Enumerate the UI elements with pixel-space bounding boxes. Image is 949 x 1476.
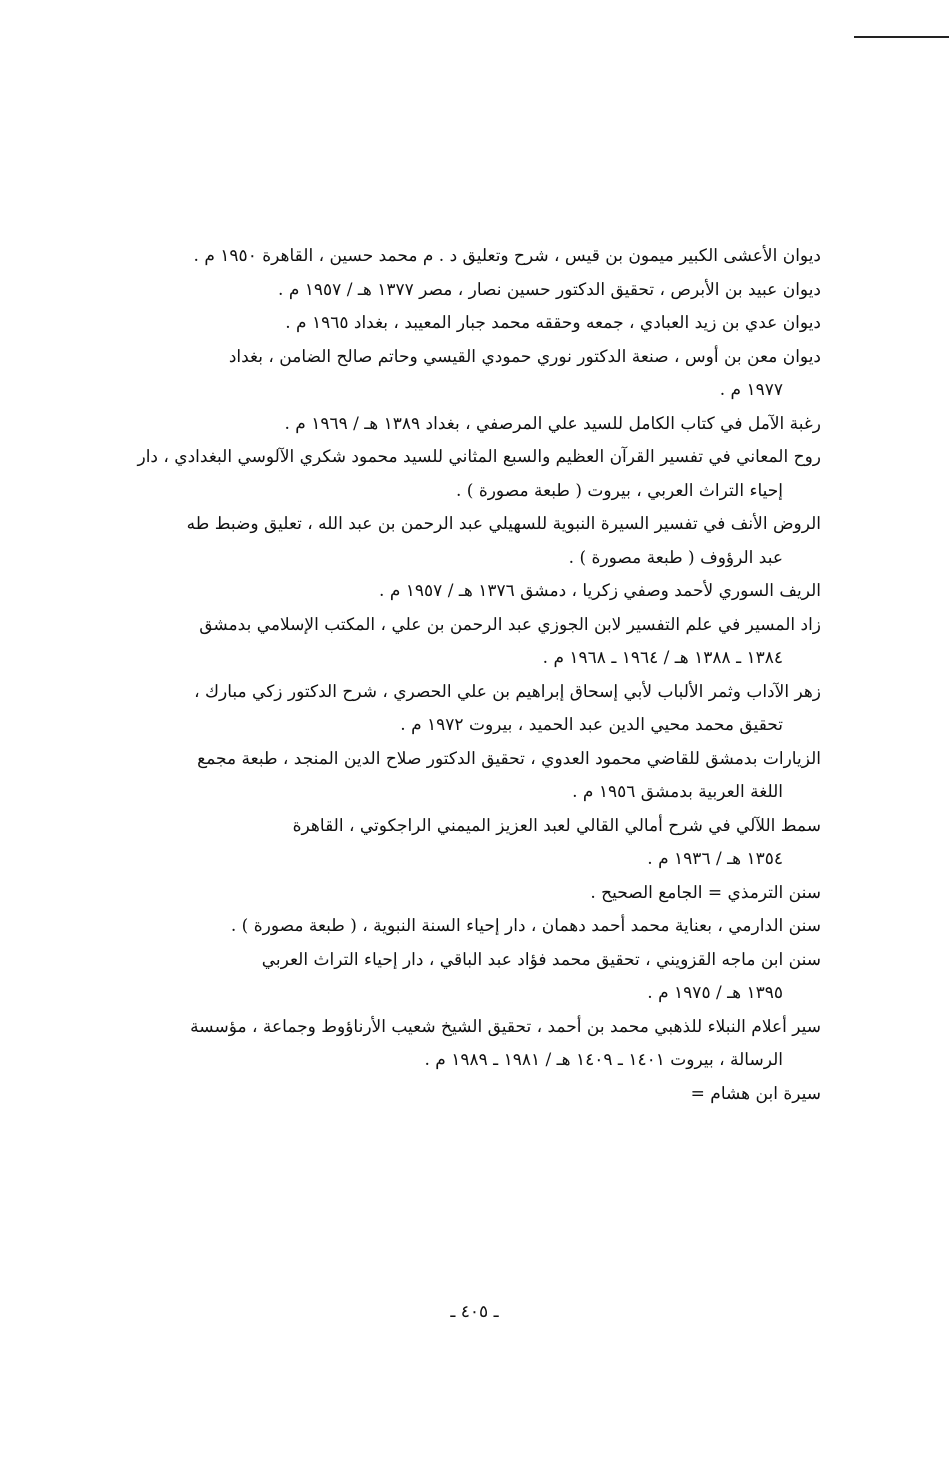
page-number: ـ ٤٠٥ ـ — [450, 1302, 499, 1322]
bibliography-entry — [131, 408, 821, 442]
bibliography-entry — [131, 341, 821, 408]
entry-continuation: ١٣٩٥ هـ / ١٩٧٥ م . — [647, 983, 783, 1003]
bibliography-entry — [131, 274, 821, 308]
bibliography-entry — [131, 609, 821, 676]
bibliography-entry — [131, 810, 821, 877]
entry-text: زاد المسير في علم التفسير لابن الجوزي عبد الرحمن بن علي ، المكتب الإسلامي بدمشق — [199, 614, 821, 635]
entry-continuation: إحياء التراث العربي ، بيروت ( طبعة مصورة ) . — [455, 480, 783, 501]
entry-continuation: اللغة العربية بدمشق ١٩٥٦ م . — [572, 782, 783, 802]
entry-text: الريف السوري لأحمد وصفي زكريا ، دمشق ١٣٧٦ هـ / ١٩٥٧ م . — [379, 581, 821, 601]
entry-continuation: ١٣٥٤ هـ / ١٩٣٦ م . — [647, 849, 783, 869]
bibliography-entry — [131, 1011, 821, 1078]
bibliography-entry — [131, 877, 821, 911]
entry-text: ديوان الأعشى الكبير ميمون بن قيس ، شرح وتعليق د . م محمد حسين ، القاهرة ١٩٥٠ م . — [193, 246, 821, 266]
bibliography-entry — [131, 307, 821, 341]
header-rule — [854, 36, 949, 38]
entry-text: سنن ابن ماجه القزويني ، تحقيق محمد فؤاد عبد الباقي ، دار إحياء التراث العربي — [261, 949, 821, 970]
entry-continuation: تحقيق محمد محيي الدين عبد الحميد ، بيروت ١٩٧٢ م . — [400, 715, 783, 735]
entry-text: سيرة ابن هشام = — [690, 1083, 821, 1104]
entry-text: سمط اللآلي في شرح أمالي القالي لعبد العزيز الميمني الراجكوتي ، القاهرة — [292, 815, 821, 836]
entry-continuation: ١٣٨٤ ـ ١٣٨٨ هـ / ١٩٦٤ ـ ١٩٦٨ م . — [542, 648, 783, 668]
entry-text: سير أعلام النبلاء للذهبي محمد بن أحمد ، تحقيق الشيخ شعيب الأرناؤوط وجماعة ، مؤسسة — [190, 1016, 821, 1037]
entry-text: الزيارات بدمشق للقاضي محمود العدوي ، تحقيق الدكتور صلاح الدين المنجد ، طبعة مجمع — [197, 748, 821, 769]
bibliography-entry — [131, 441, 821, 508]
entry-continuation: ١٩٧٧ م . — [719, 380, 783, 400]
bibliography-entry — [131, 1078, 821, 1112]
entry-text: ديوان عبيد بن الأبرص ، تحقيق الدكتور حسين نصار ، مصر ١٣٧٧ هـ / ١٩٥٧ م . — [278, 279, 821, 300]
bibliography-entry — [131, 743, 821, 810]
entry-text: ديوان معن بن أوس ، صنعة الدكتور نوري حمودي القيسي وحاتم صالح الضامن ، بغداد — [228, 346, 821, 367]
bibliography-entry — [131, 910, 821, 944]
bibliography-list — [131, 240, 821, 1111]
bibliography-entry — [131, 240, 821, 274]
bibliography-entry — [131, 508, 821, 575]
bibliography-entry — [131, 575, 821, 609]
entry-text: الروض الأنف في تفسير السيرة النبوية للسهيلي عبد الرحمن بن عبد الله ، تعليق وضبط طه — [186, 514, 821, 534]
entry-text: روح المعاني في تفسير القرآن العظيم والسبع المثاني للسيد محمود شكري الآلوسي البغدادي ، دار — [137, 447, 821, 467]
entry-text: سنن الدارمي ، بعناية محمد أحمد دهمان ، دار إحياء السنة النبوية ، ( طبعة مصورة ) . — [230, 916, 821, 936]
entry-text: زهر الآداب وثمر الألباب لأبي إسحاق إبراهيم بن علي الحصري ، شرح الدكتور زكي مبارك ، — [194, 681, 821, 702]
entry-continuation: عبد الرؤوف ( طبعة مصورة ) . — [568, 547, 783, 568]
entry-text: ديوان عدي بن زيد العبادي ، جمعه وحققه محمد جبار المعيبد ، بغداد ١٩٦٥ م . — [285, 313, 821, 333]
entry-text: سنن الترمذي = الجامع الصحيح . — [590, 882, 821, 903]
bibliography-entry — [131, 944, 821, 1011]
entry-text: رغبة الآمل في كتاب الكامل للسيد علي المرصفي ، بغداد ١٣٨٩ هـ / ١٩٦٩ م . — [284, 413, 821, 434]
bibliography-entry — [131, 676, 821, 743]
entry-continuation: الرسالة ، بيروت ١٤٠١ ـ ١٤٠٩ هـ / ١٩٨١ ـ ١٩٨٩ م . — [424, 1050, 783, 1070]
